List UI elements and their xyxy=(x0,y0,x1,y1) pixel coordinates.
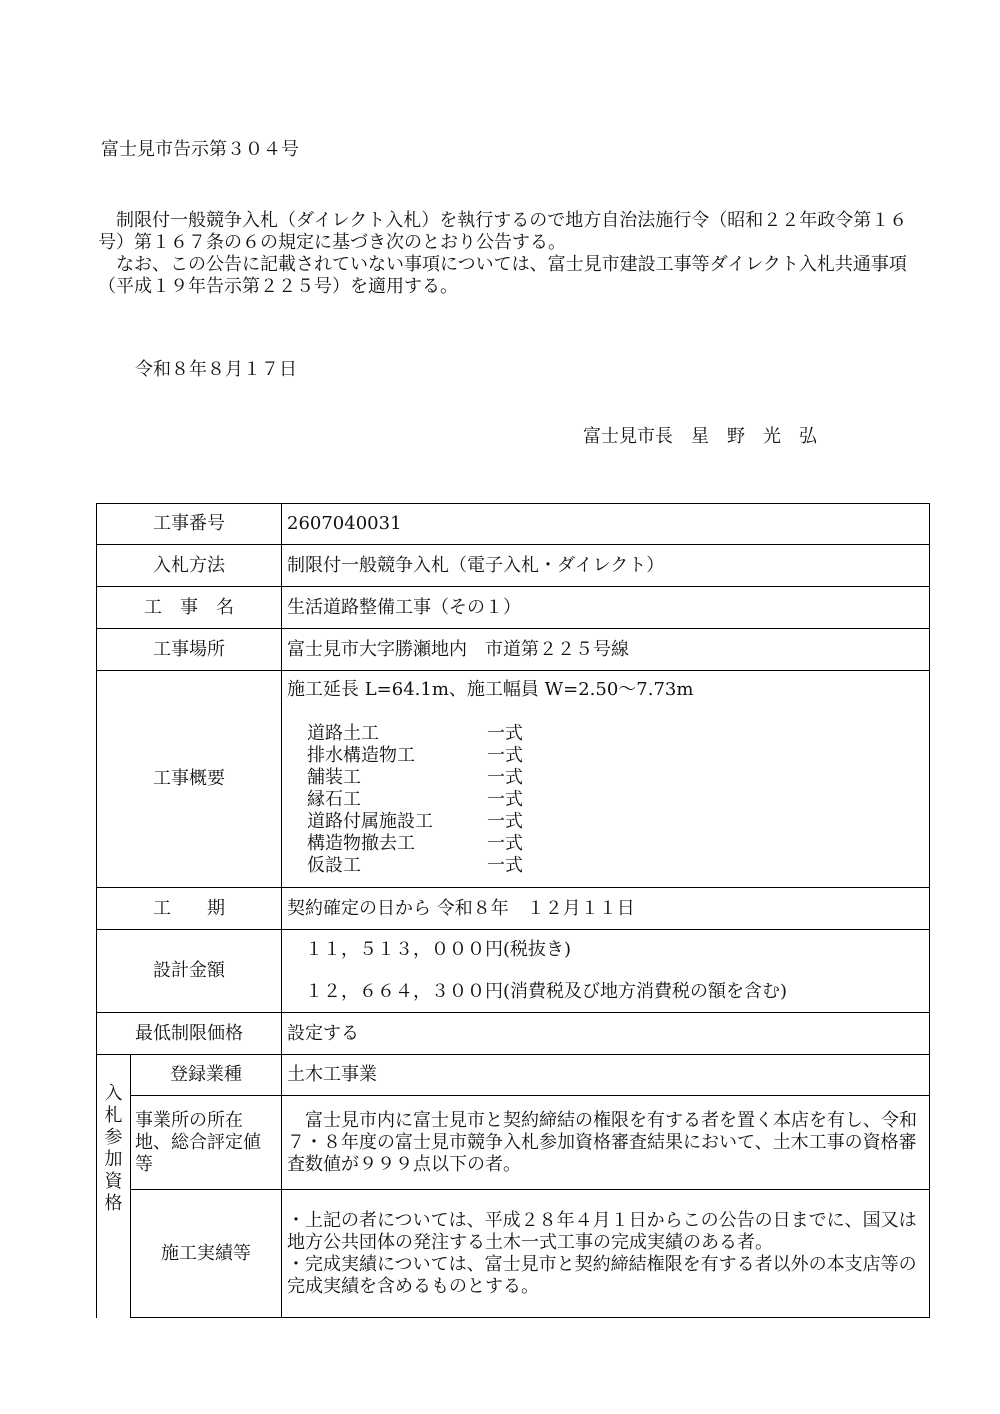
value-outline xyxy=(282,671,930,888)
row-record xyxy=(97,1190,930,1318)
intro-paragraph-2: なお、この公告に記載されていない事項については、富士見市建設工事等ダイレクト入札共通事項（平成１９年告示第２２５号）を適用する。 xyxy=(98,254,907,297)
outline-item-qty: 一式 xyxy=(487,723,523,744)
outline-item-name: 構造物撤去工 xyxy=(307,833,415,854)
outline-item-name: 排水構造物工 xyxy=(307,745,415,766)
outline-items xyxy=(287,723,924,877)
label-project-name: 工 事 名 xyxy=(97,587,282,629)
value-office: 富士見市内に富士見市と契約締結の権限を有する者を置く本店を有し、令和７・８年度の富士見市競争入札参加資格審査結果において、土木工事の資格審査数値が９９９点以下の者。 xyxy=(282,1096,930,1190)
category-char: 格 xyxy=(104,1193,123,1214)
label-office: 事業所の所在地、総合評定値等 xyxy=(131,1096,282,1190)
category-char: 加 xyxy=(104,1149,123,1170)
row-bid-method xyxy=(97,545,930,587)
value-location: 富士見市大字勝瀬地内 市道第２２５号線 xyxy=(282,629,930,671)
value-min-price: 設定する xyxy=(282,1013,930,1055)
outline-item xyxy=(287,767,924,789)
outline-item-qty: 一式 xyxy=(487,833,523,854)
record-text-2: ・完成実績については、富士見市と契約締結権限を有する者以外の本支店等の完成実績を含めるものとする。 xyxy=(287,1253,917,1297)
outline-item xyxy=(287,723,924,745)
outline-item-name: 道路土工 xyxy=(307,723,379,744)
label-record: 施工実績等 xyxy=(131,1190,282,1318)
outline-item-qty: 一式 xyxy=(487,855,523,876)
outline-item-name: 舗装工 xyxy=(307,767,361,788)
outline-item-qty: 一式 xyxy=(487,789,523,810)
value-business-type: 土木工事業 xyxy=(282,1055,930,1096)
row-min-price xyxy=(97,1013,930,1055)
label-min-price: 最低制限価格 xyxy=(97,1013,282,1055)
outline-item xyxy=(287,811,924,833)
amount-excl-tax: １１，５１３，０００円(税抜き) xyxy=(287,939,572,960)
label-business-type: 登録業種 xyxy=(131,1055,282,1096)
intro-text xyxy=(98,210,918,298)
outline-item xyxy=(287,745,924,767)
label-project-number: 工事番号 xyxy=(97,504,282,545)
outline-item xyxy=(287,855,924,877)
row-project-name xyxy=(97,587,930,629)
outline-item-qty: 一式 xyxy=(487,767,523,788)
outline-summary: 施工延長 L=64.1m、施工幅員 W=2.50〜7.73m xyxy=(287,679,694,700)
outline-item xyxy=(287,833,924,855)
outline-item-name: 仮設工 xyxy=(307,855,361,876)
outline-item-qty: 一式 xyxy=(487,745,523,766)
intro-paragraph-1: 制限付一般競争入札（ダイレクト入札）を執行するので地方自治法施行令（昭和２２年政令第１６号）第１６７条の６の規定に基づき次のとおり公告する。 xyxy=(98,210,908,253)
amount-incl-tax: １２，６６４，３００円(消費税及び地方消費税の額を含む) xyxy=(287,981,788,1002)
value-design-amount xyxy=(282,930,930,1013)
row-office xyxy=(97,1096,930,1190)
notice-date: 令和８年８月１７日 xyxy=(135,359,297,380)
category-char: 参 xyxy=(104,1127,123,1148)
label-outline: 工事概要 xyxy=(97,671,282,888)
value-bid-method: 制限付一般競争入札（電子入札・ダイレクト） xyxy=(282,545,930,587)
signer: 富士見市長 星 野 光 弘 xyxy=(583,426,817,447)
project-spec-table xyxy=(96,503,930,1318)
category-char: 入 xyxy=(104,1083,123,1104)
label-location: 工事場所 xyxy=(97,629,282,671)
label-design-amount: 設計金額 xyxy=(97,930,282,1013)
label-bid-method: 入札方法 xyxy=(97,545,282,587)
row-business-type xyxy=(97,1055,930,1096)
outline-item-name: 縁石工 xyxy=(307,789,361,810)
label-period: 工 期 xyxy=(97,888,282,930)
value-project-number: 2607040031 xyxy=(282,504,930,545)
row-location xyxy=(97,629,930,671)
record-text-1: ・上記の者については、平成２８年４月１日からこの公告の日までに、国又は地方公共団体の発注する土木一式工事の完成実績のある者。 xyxy=(287,1209,917,1253)
row-period xyxy=(97,888,930,930)
category-char: 資 xyxy=(104,1171,123,1192)
outline-item-qty: 一式 xyxy=(487,811,523,832)
value-period: 契約確定の日から 令和８年 １２月１１日 xyxy=(282,888,930,930)
outline-item xyxy=(287,789,924,811)
value-record xyxy=(282,1190,930,1318)
row-outline xyxy=(97,671,930,888)
notice-number: 富士見市告示第３０４号 xyxy=(101,139,299,160)
row-project-number xyxy=(97,504,930,545)
qualification-category xyxy=(97,1055,131,1318)
value-project-name: 生活道路整備工事（その１） xyxy=(282,587,930,629)
outline-item-name: 道路付属施設工 xyxy=(307,811,433,832)
row-design-amount xyxy=(97,930,930,1013)
category-char: 札 xyxy=(104,1105,123,1126)
